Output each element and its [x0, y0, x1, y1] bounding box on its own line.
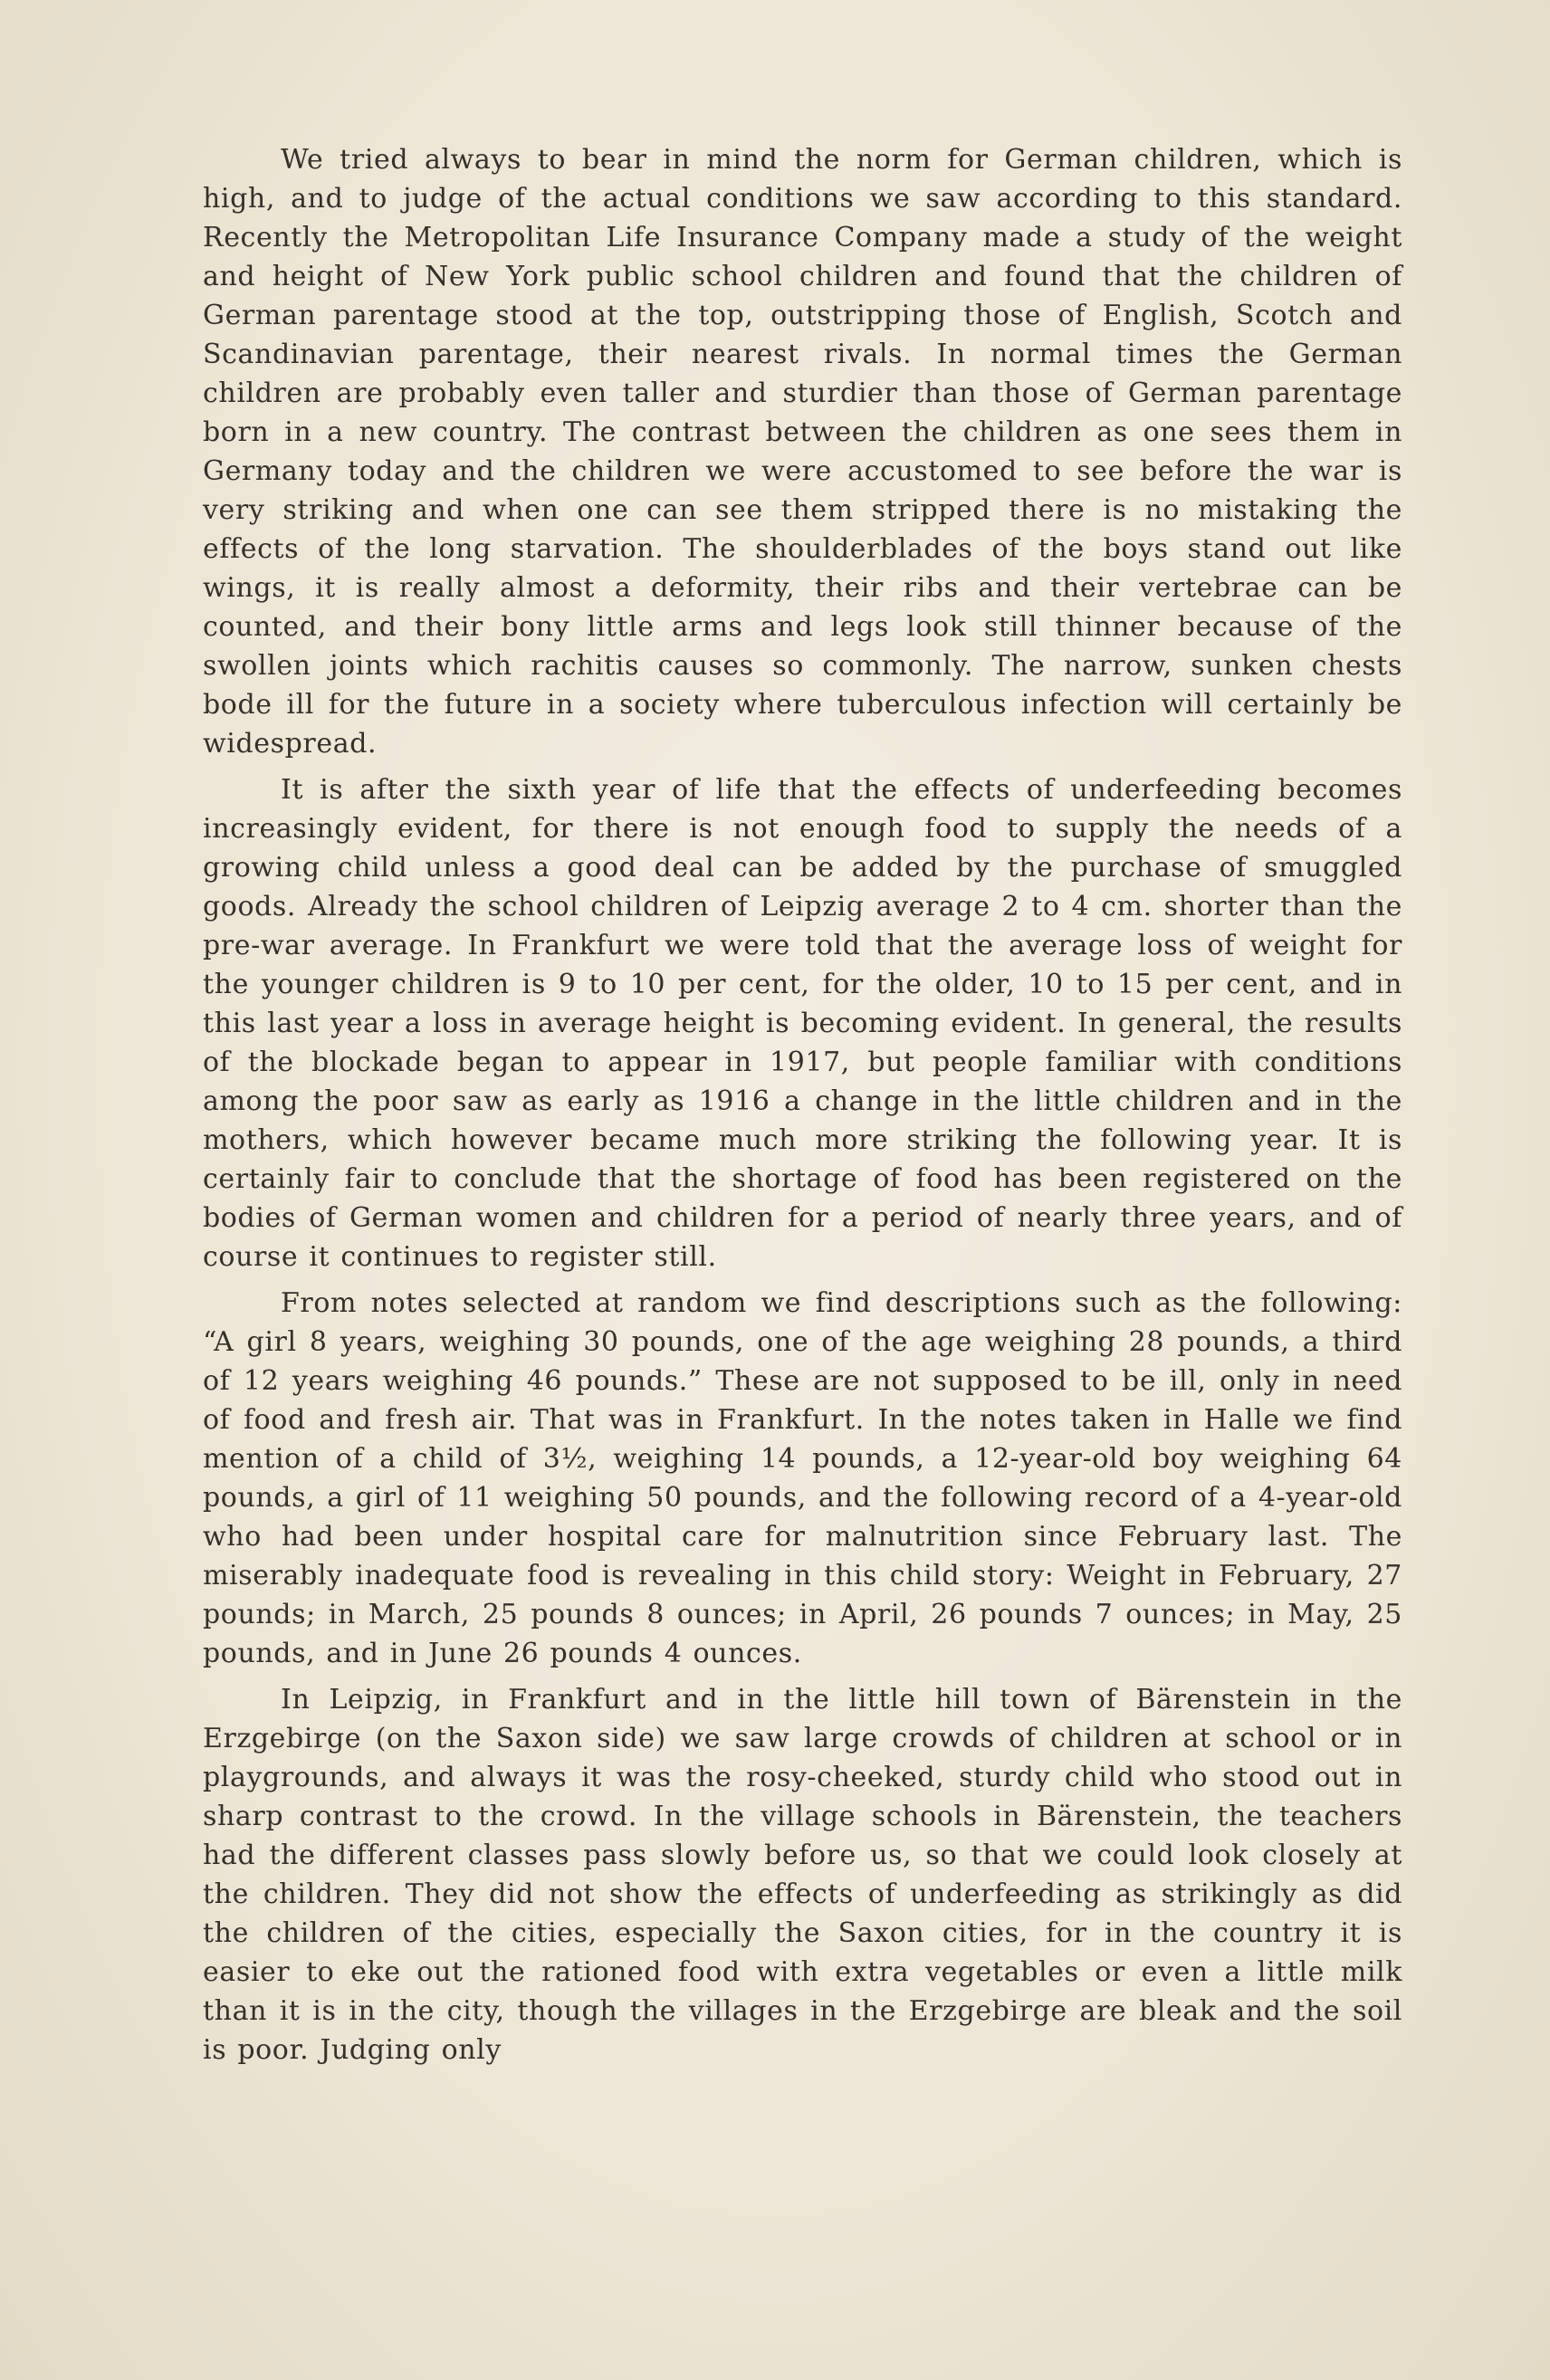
paragraph: It is after the sixth year of life that the effects of underfeeding becomes increasingly evident, for there is not enough food to supply the needs of a growing child unless a good deal can be added by the purchase of smuggled goods. Already the school children of Leipzig average 2 to 4 cm. shorter than the pre-war average. In Frankfurt we were told that the average loss of weight for the younger children is 9 to 10 per cent, for the older, 10 to 15 per cent, and in this last year a loss in average height is becoming evident. In general, the results of the blockade began to appear in 1917, but people familiar with conditions among the poor saw as early as 1916 a change in the little children and in the mothers, which however became much more striking the following year. It is certainly fair to conclude that the shortage of food has been registered on the bodies of German women and children for a period of nearly three years, and of course it continues to register still. [203, 774, 1402, 1273]
paragraph: From notes selected at random we find descriptions such as the following: “A girl 8 years, weighing 30 pounds, one of the age weighing 28 pounds, a third of 12 years weighing 46 pounds.” These are not supposed to be ill, only in need of food and fresh air. That was in Frankfurt. In the notes taken in Halle we find mention of a child of 3½, weighing 14 pounds, a 12-year-old boy weighing 64 pounds, a girl of 11 weighing 50 pounds, and the following record of a 4-year-old who had been under hospital care for malnutrition since February last. The miserably inadequate food is revealing in this child story: Weight in February, 27 pounds; in March, 25 pounds 8 ounces; in April, 26 pounds 7 ounces; in May, 25 pounds, and in June 26 pounds 4 ounces. [203, 1287, 1402, 1669]
paragraph: In Leipzig, in Frankfurt and in the little hill town of Bärenstein in the Erzgebirge (on the Saxon side) we saw large crowds of children at school or in playgrounds, and always it was the rosy-cheeked, sturdy child who stood out in sharp contrast to the crowd. In the village schools in Bärenstein, the teachers had the different classes pass slowly before us, so that we could look closely at the children. They did not show the effects of underfeeding as strikingly as did the children of the cities, especially the Saxon cities, for in the country it is easier to eke out the rationed food with extra vegetables or even a little milk than it is in the city, though the villages in the Erzgebirge are bleak and the soil is poor. Judging only [203, 1684, 1402, 2066]
paragraph: We tried always to bear in mind the norm for German children, which is high, and to judge of the actual conditions we saw according to this standard. Recently the Metropolitan Life Insurance Company made a study of the weight and height of New York public school children and found that the children of German parentage stood at the top, outstripping those of English, Scotch and Scandinavian parentage, their nearest rivals. In normal times the German children are probably even taller and sturdier than those of German parentage born in a new country. The contrast between the children as one sees them in Germany today and the children we were accustomed to see before the war is very striking and when one can see them stripped there is no mistaking the effects of the long starvation. The shoulderblades of the boys stand out like wings, it is really almost a deformity, their ribs and their vertebrae can be counted, and their bony little arms and legs look still thinner because of the swollen joints which rachitis causes so commonly. The narrow, sunken chests bode ill for the future in a society where tuberculous infection will certainly be widespread. [203, 144, 1402, 760]
body-text [203, 140, 1402, 2077]
